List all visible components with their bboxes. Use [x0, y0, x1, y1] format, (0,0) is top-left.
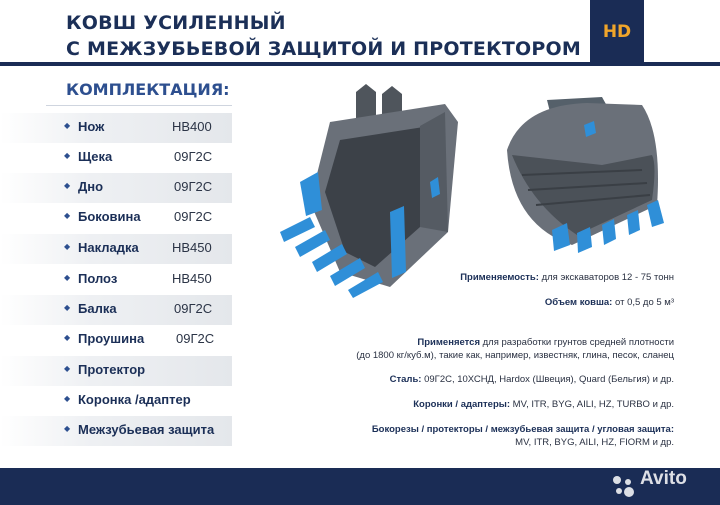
- diamond-bullet-icon: ◆: [64, 364, 71, 373]
- spec-name: Межзубьевая защита: [78, 422, 215, 437]
- spec-name: Балка: [78, 301, 117, 316]
- spec-row: [0, 356, 232, 386]
- footer-brand: СПЕЦКОМПЛЕКТ: [300, 12, 396, 23]
- spec-value: 09Г2С: [174, 179, 213, 194]
- info-usage: [356, 336, 674, 362]
- spec-row: [0, 143, 232, 173]
- spec-name: Щека: [78, 149, 113, 164]
- spec-name: Проушина: [78, 331, 145, 346]
- info-label: Коронки / адаптеры:: [413, 399, 511, 410]
- info-applicability: [460, 271, 674, 284]
- spec-row: [0, 234, 232, 264]
- diamond-bullet-icon: ◆: [64, 333, 71, 342]
- spec-value: HB450: [172, 271, 212, 286]
- info-text: для экскаваторов 12 - 75 тонн: [538, 272, 674, 283]
- front-bucket-image: [270, 82, 470, 300]
- info-text: MV, ITR, BYG, AILI, HZ, FIORM и др.: [515, 437, 674, 448]
- section-underline: [46, 105, 232, 106]
- section-title: КОМПЛЕКТАЦИЯ:: [66, 80, 230, 99]
- spec-name: Накладка: [78, 240, 139, 255]
- info-steel: [390, 373, 674, 386]
- spec-row: [0, 173, 232, 203]
- diamond-bullet-icon: ◆: [64, 151, 71, 160]
- diamond-bullet-icon: ◆: [64, 211, 71, 220]
- spec-row: [0, 325, 232, 355]
- rear-bucket-image: [492, 95, 672, 255]
- spec-name: Коронка /адаптер: [78, 392, 191, 407]
- avito-watermark: Avito: [640, 468, 687, 489]
- company-logo-icon: [281, 10, 297, 26]
- spec-row: [0, 203, 232, 233]
- spec-value: 09Г2С: [174, 149, 213, 164]
- spec-value: 09Г2С: [176, 331, 215, 346]
- spec-value: HB450: [172, 240, 212, 255]
- info-label: Применяемость:: [460, 272, 539, 283]
- diamond-bullet-icon: ◆: [64, 121, 71, 130]
- info-crowns: [413, 398, 674, 411]
- spec-name: Нож: [78, 119, 105, 134]
- spec-row: [0, 265, 232, 295]
- info-text: 09Г2С, 10ХСНД, Hardox (Швеция), Quard (Бельгия) и др.: [421, 374, 674, 385]
- spec-value: 09Г2С: [174, 209, 213, 224]
- title-line-1: КОВШ УСИЛЕННЫЙ: [66, 12, 286, 34]
- info-label: Сталь:: [389, 374, 422, 385]
- info-label: Бокорезы / протекторы / межзубьевая защита / угловая защита:: [371, 424, 674, 435]
- spec-value: HB400: [172, 119, 212, 134]
- diamond-bullet-icon: ◆: [64, 303, 71, 312]
- diamond-bullet-icon: ◆: [64, 273, 71, 282]
- spec-value: 09Г2С: [174, 301, 213, 316]
- spec-row: [0, 416, 232, 446]
- info-label: Объем ковша:: [544, 297, 613, 308]
- info-volume: [545, 296, 674, 309]
- spec-row: [0, 295, 232, 325]
- info-text: от 0,5 до 5 м³: [612, 297, 674, 308]
- spec-name: Дно: [78, 179, 104, 194]
- header-divider: [0, 62, 720, 66]
- diamond-bullet-icon: ◆: [64, 394, 71, 403]
- spec-row: [0, 386, 232, 416]
- spec-name: Полоз: [78, 271, 118, 286]
- info-sides: [372, 423, 674, 449]
- title-line-2: С МЕЖЗУБЬЕВОЙ ЗАЩИТОЙ И ПРОТЕКТОРОМ: [66, 38, 581, 60]
- diamond-bullet-icon: ◆: [64, 242, 71, 251]
- info-text: (до 1800 кг/куб.м), такие как, например, известняк, глина, песок, сланец: [356, 350, 674, 361]
- spec-name: Боковина: [78, 209, 141, 224]
- hd-badge: HD: [590, 0, 644, 64]
- spec-row: [0, 113, 232, 143]
- diamond-bullet-icon: ◆: [64, 424, 71, 433]
- avito-logo-icon: [611, 474, 635, 498]
- info-text: для разработки грунтов средней плотности: [480, 337, 674, 348]
- info-label: Применяется: [417, 337, 480, 348]
- diamond-bullet-icon: ◆: [64, 181, 71, 190]
- spec-name: Протектор: [78, 362, 146, 377]
- info-text: MV, ITR, BYG, AILI, HZ, TURBO и др.: [510, 399, 674, 410]
